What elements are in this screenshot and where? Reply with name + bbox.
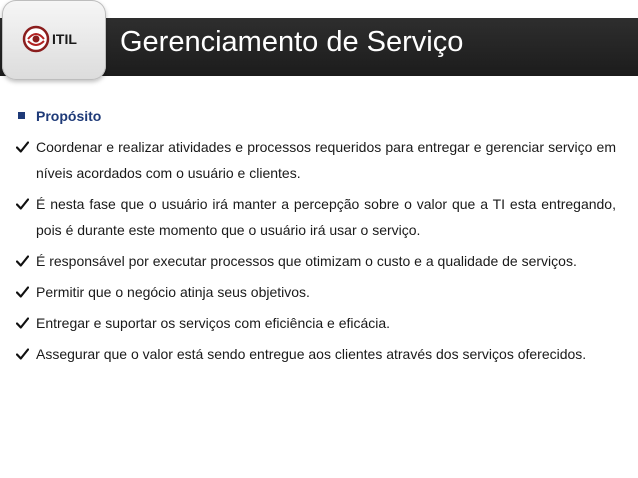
itil-logo bbox=[2, 0, 106, 80]
itil-logo-icon bbox=[22, 24, 88, 54]
heading-row bbox=[12, 103, 616, 129]
slide-content bbox=[12, 103, 616, 367]
checkmark-icon bbox=[12, 248, 36, 274]
checkmark-icon bbox=[12, 279, 36, 305]
list-item-text: Assegurar que o valor está sendo entregue aos clientes através dos serviços oferecidos. bbox=[36, 346, 587, 362]
section-heading: Propósito bbox=[36, 108, 102, 124]
logo-text: ITIL bbox=[52, 31, 77, 47]
checkmark-icon bbox=[12, 310, 36, 336]
list-item bbox=[12, 191, 616, 243]
list-item-text: Permitir que o negócio atinja seus objetivos. bbox=[36, 284, 310, 300]
list-item-text: Entregar e suportar os serviços com eficiência e eficácia. bbox=[36, 315, 391, 331]
checkmark-icon bbox=[12, 341, 36, 367]
list-item-text: Coordenar e realizar atividades e processos requeridos para entregar e gerenciar serviço em níveis acordados com o usuário e clientes. bbox=[36, 139, 616, 181]
list-item bbox=[12, 134, 616, 186]
list-item bbox=[12, 279, 616, 305]
slide-title: Gerenciamento de Serviço bbox=[120, 26, 464, 58]
checkmark-icon bbox=[12, 134, 36, 186]
list-item-text: É responsável por executar processos que otimizam o custo e a qualidade de serviços. bbox=[36, 253, 577, 269]
square-bullet-icon bbox=[12, 103, 36, 129]
list-item-text: É nesta fase que o usuário irá manter a percepção sobre o valor que a TI esta entregando, pois é durante este momento que o usuário irá usar o serviço. bbox=[36, 196, 616, 238]
list-item bbox=[12, 310, 616, 336]
list-item bbox=[12, 341, 616, 367]
checkmark-icon bbox=[12, 191, 36, 243]
list-item bbox=[12, 248, 616, 274]
